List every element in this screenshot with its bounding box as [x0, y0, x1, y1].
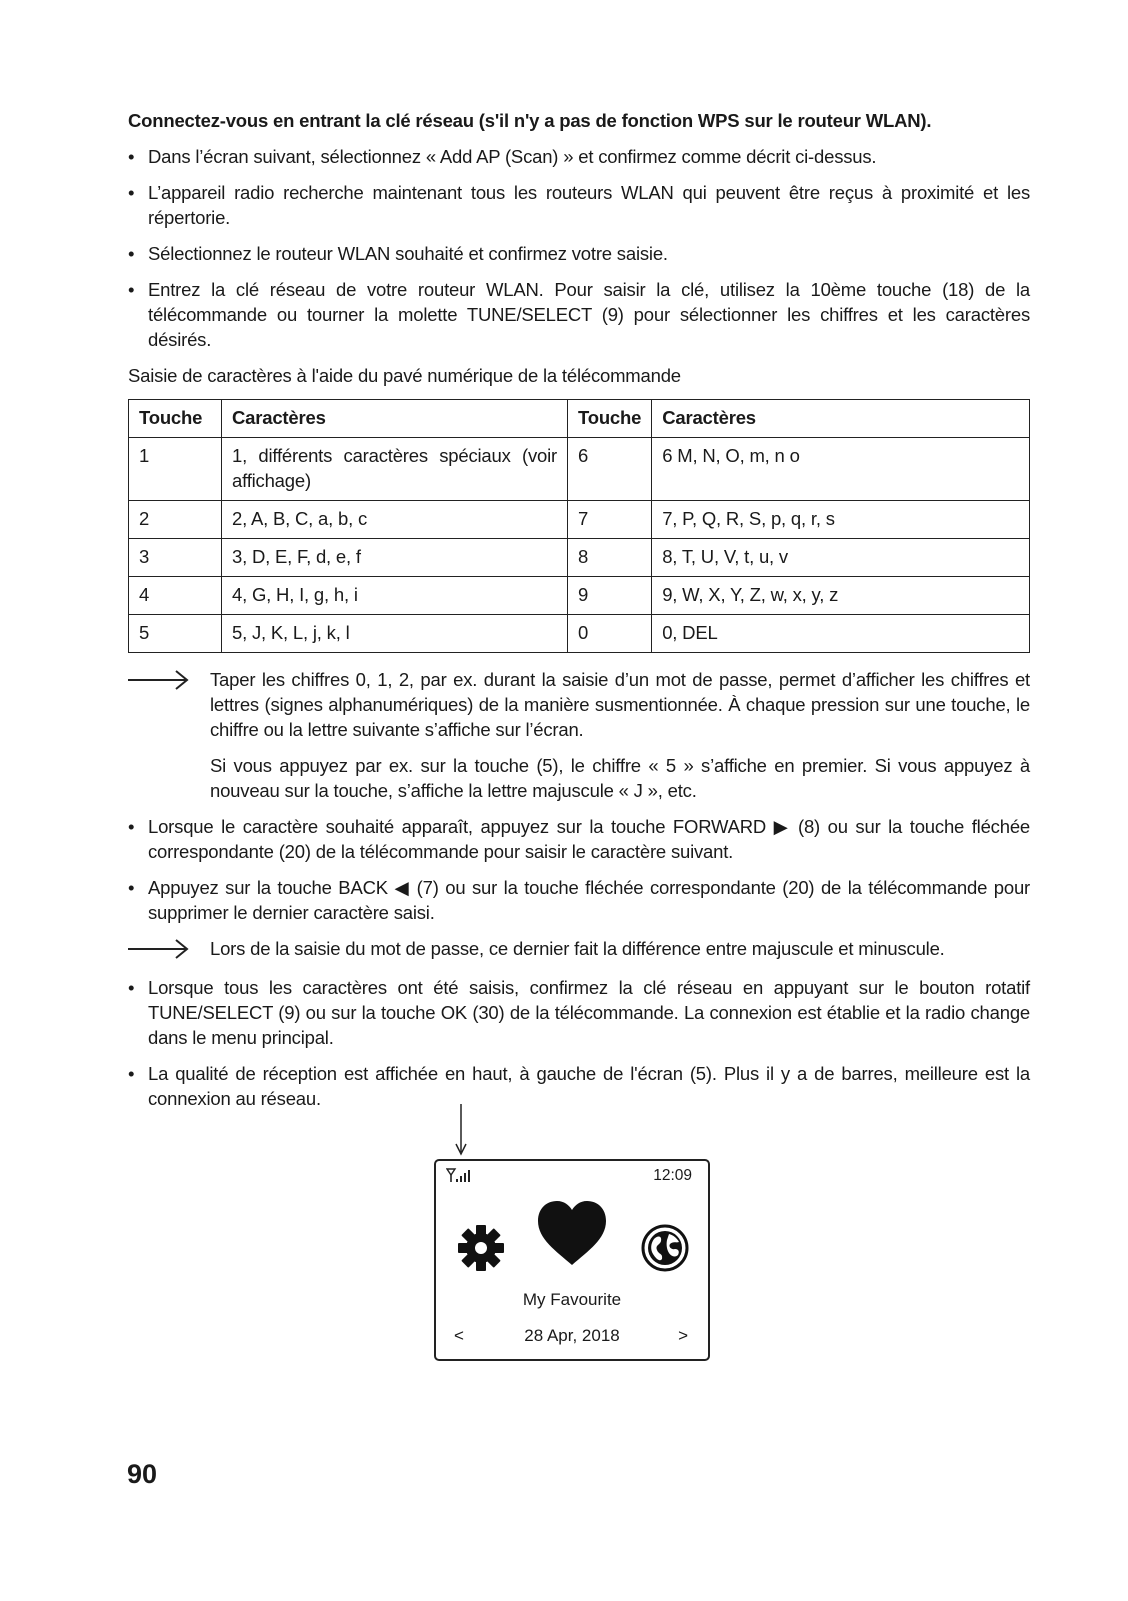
bullet-item: • Appuyez sur la touche BACK ◀ (7) ou sur la touche fléchée correspondante (20) de la télécommande pour supprimer le dernier caractère saisi.: [128, 875, 1030, 925]
table-cell: 9, W, X, Y, Z, w, x, y, z: [652, 577, 1030, 615]
table-cell: 2, A, B, C, a, b, c: [222, 501, 568, 539]
table-cell: 6: [568, 438, 652, 501]
bullet-item: • Entrez la clé réseau de votre routeur WLAN. Pour saisir la clé, utilisez la 10ème touche (18) de la télécommande ou tourner la molette TUNE/SELECT (9) pour sélectionner les chiffres et les caractères désirés.: [128, 277, 1030, 352]
table-row: [129, 615, 1030, 653]
table-caption: Saisie de caractères à l'aide du pavé numérique de la télécommande: [128, 365, 681, 386]
table-cell: 1, différents caractères spéciaux (voir affichage): [222, 438, 568, 501]
table-cell: 2: [129, 501, 222, 539]
bullet-item: • La qualité de réception est affichée en haut, à gauche de l'écran (5). Plus il y a de barres, meilleure est la connexion au réseau.: [128, 1061, 1030, 1111]
document-body: [128, 108, 1030, 1122]
character-table: [128, 399, 1030, 653]
note-arrow-icon: [128, 669, 190, 691]
note-text: Taper les chiffres 0, 1, 2, par ex. durant la saisie d’un mot de passe, permet d’afficher les chiffres et lettres (signes alphanumériques) de la manière susmentionnée. À chaque pression sur une touche, le chiffre ou la lettre suivante s’affiche sur l’écran.: [210, 669, 1030, 740]
table-cell: 4, G, H, I, g, h, i: [222, 577, 568, 615]
date-label: 28 Apr, 2018: [524, 1326, 620, 1345]
column-header: Touche: [129, 400, 222, 438]
table-row: [129, 539, 1030, 577]
clock-time: 12:09: [653, 1167, 692, 1184]
note-block: [128, 667, 1030, 803]
heart-icon: [536, 1199, 608, 1267]
table-cell: 0, DEL: [652, 615, 1030, 653]
section-heading: Connectez-vous en entrant la clé réseau (s'il n'y a pas de fonction WPS sur le routeur WLAN).: [128, 110, 932, 131]
table-cell: 5: [129, 615, 222, 653]
table-cell: 1: [129, 438, 222, 501]
prev-arrow: <: [454, 1326, 464, 1345]
page-number: 90: [127, 1459, 158, 1489]
gear-icon: [456, 1223, 506, 1273]
table-cell: 5, J, K, L, j, k, l: [222, 615, 568, 653]
table-cell: 7, P, Q, R, S, p, q, r, s: [652, 501, 1030, 539]
table-row: [129, 501, 1030, 539]
radio-screen-illustration: [434, 1104, 710, 1362]
column-header: Touche: [568, 400, 652, 438]
table-cell: 3: [129, 539, 222, 577]
note-text: Si vous appuyez par ex. sur la touche (5), le chiffre « 5 » s’affiche en premier. Si vous appuyez à nouveau sur la touche, s’affiche la lettre majuscule « J », etc.: [210, 755, 1030, 801]
bullet-item: • Dans l’écran suivant, sélectionnez « Add AP (Scan) » et confirmez comme décrit ci-dessus.: [128, 144, 1030, 169]
table-cell: 8, T, U, V, t, u, v: [652, 539, 1030, 577]
column-header: Caractères: [222, 400, 568, 438]
table-cell: 3, D, E, F, d, e, f: [222, 539, 568, 577]
table-cell: 0: [568, 615, 652, 653]
table-cell: 9: [568, 577, 652, 615]
table-row: [129, 438, 1030, 501]
column-header: Caractères: [652, 400, 1030, 438]
bullet-item: • Lorsque tous les caractères ont été saisis, confirmez la clé réseau en appuyant sur le bouton rotatif TUNE/SELECT (9) ou sur la touche OK (30) de la télécommande. La connexion est établie et la radio change dans le menu principal.: [128, 975, 1030, 1050]
radio-display: [434, 1159, 710, 1361]
next-arrow: >: [678, 1326, 688, 1345]
table-row: [129, 577, 1030, 615]
note-text: Lors de la saisie du mot de passe, ce dernier fait la différence entre majuscule et minuscule.: [210, 938, 945, 959]
table-cell: 6 M, N, O, m, n o: [652, 438, 1030, 501]
favourite-label: My Favourite: [522, 1290, 622, 1309]
pointer-arrow-icon: [454, 1104, 468, 1156]
table-cell: 4: [129, 577, 222, 615]
signal-strength-icon: [446, 1167, 476, 1183]
note-block: [128, 936, 1030, 961]
bullet-item: • Sélectionnez le routeur WLAN souhaité et confirmez votre saisie.: [128, 241, 1030, 266]
note-arrow-icon: [128, 938, 190, 960]
table-cell: 7: [568, 501, 652, 539]
bullet-item: • L’appareil radio recherche maintenant tous les routeurs WLAN qui peuvent être reçus à proximité et les répertorie.: [128, 180, 1030, 230]
bullet-item: • Lorsque le caractère souhaité apparaît, appuyez sur la touche FORWARD ▶ (8) ou sur la touche fléchée correspondante (20) de la télécommande pour saisir le caractère suivant.: [128, 814, 1030, 864]
globe-icon: [640, 1223, 690, 1273]
table-cell: 8: [568, 539, 652, 577]
table-header-row: [129, 400, 1030, 438]
